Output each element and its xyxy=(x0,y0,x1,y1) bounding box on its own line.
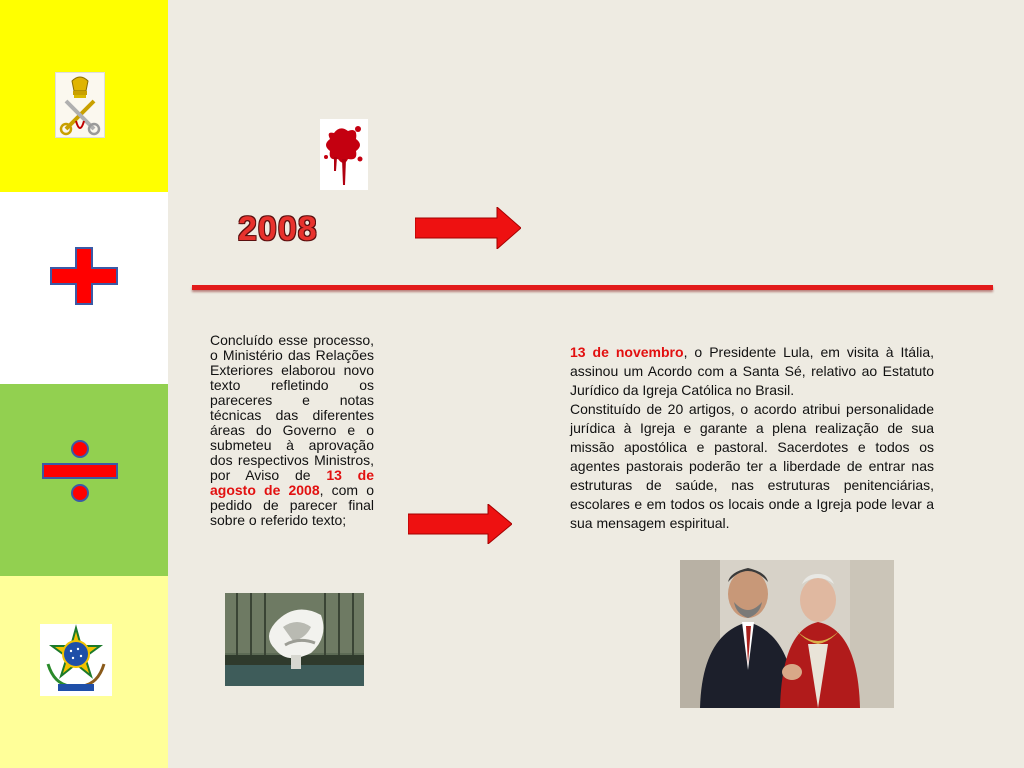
timeline-line xyxy=(192,285,993,290)
right-paragraph xyxy=(570,343,934,533)
right-paragraph-first-text: , o Presidente Lula, em visita à Itália, assinou um Acordo com a Santa Sé, relativo ao Estatuto Jurídico da Igreja Católica no Brasil. xyxy=(570,344,934,398)
left-paragraph xyxy=(210,333,374,528)
brazil-coat-of-arms-icon xyxy=(40,624,112,696)
sculpture-photo xyxy=(225,593,364,686)
left-paragraph-text: Concluído esse processo, o Ministério das Relações Exteriores elaborou novo texto refletindo os pareceres e notas técnicas das diferentes áreas do Governo e o submeteu à aprovação dos respectivos Ministros, por Aviso de xyxy=(210,332,374,483)
right-paragraph-first xyxy=(570,343,934,400)
plus-sign-icon xyxy=(50,247,118,305)
vatican-coat-of-arms-icon xyxy=(55,72,105,138)
right-arrow-icon xyxy=(408,504,512,544)
division-sign-icon xyxy=(42,440,118,502)
year-title: 2008 xyxy=(238,210,318,248)
left-paragraph-ending: , com o pedido de parecer final sobre o referido texto; xyxy=(210,482,374,528)
right-paragraph-date: 13 de novembro xyxy=(570,344,684,360)
right-arrow-icon xyxy=(415,207,521,249)
right-paragraph-second: Constituído de 20 artigos, o acordo atribui personalidade jurídica à Igreja e garante a plena realização de sua missão apostólica e pastoral. Sacerdotes e todos os agentes pastorais poderão ter a liberdade de entrar nas estruturas de saúde, nas estruturas penitenciárias, escolares e em todos os locais onde a Igreja pode levar a sua mensagem espiritual. xyxy=(570,401,934,531)
left-paragraph-date: 13 de agosto de 2008 xyxy=(210,467,374,498)
blood-splatter-icon xyxy=(320,119,368,190)
leaders-photo xyxy=(680,560,894,708)
